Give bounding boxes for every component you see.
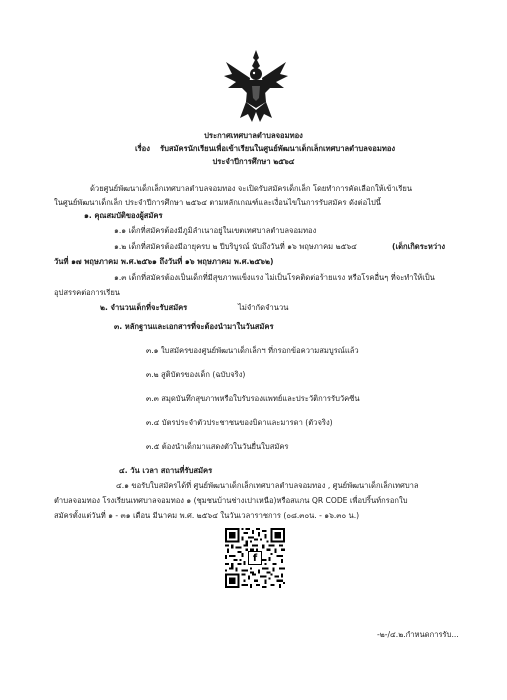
section-2-title: ๒. จำนวนเด็กที่จะรับสมัคร bbox=[100, 303, 188, 312]
section-3-item: ๓.๑ ใบสมัครของศูนย์พัฒนาเด็กเล็กฯ ที่กรอกข้อความสมบูรณ์แล้ว bbox=[146, 346, 359, 355]
section-4-1-line-1: ๔.๑ ขอรับใบสมัครได้ที่ ศูนย์พัฒนาเด็กเล็กเทศบาลตำบลจอมทอง , ศูนย์พัฒนาเด็กเล็กเทศบาล bbox=[116, 481, 419, 490]
section-1-2: ๑.๒ เด็กที่สมัครต้องมีอายุครบ ๒ ปีบริบูรณ์ นับถึงวันที่ ๑๖ พฤษภาคม ๒๕๖๔ bbox=[114, 242, 357, 251]
section-1-1: ๑.๑ เด็กที่สมัครต้องมีภูมิลำเนาอยู่ในเขตเทศบาลตำบลจอมทอง bbox=[114, 226, 317, 235]
section-1-3: ๑.๓ เด็กที่สมัครต้องเป็นเด็กที่มีสุขภาพแข็งแรง ไม่เป็นโรคติดต่อร้ายแรง หรือโรคอื่นๆ ที่จะทำให้เป็น bbox=[114, 273, 435, 282]
section-1-2-range: วันที่ ๑๗ พฤษภาคม พ.ศ.๒๕๖๑ ถึงวันที่ ๑๖ พฤษภาคม พ.ศ.๒๕๖๒) bbox=[54, 257, 274, 266]
subject-text: รับสมัครนักเรียนเพื่อเข้าเรียนในศูนย์พัฒนาเด็กเล็กเทศบาลตำบลจอมทอง bbox=[160, 144, 396, 153]
next-page-reference: -๒-/๔.๒.กำหนดการรับ... bbox=[377, 630, 459, 639]
intro-line-2: ในศูนย์พัฒนาเด็กเล็ก ประจำปีการศึกษา ๒๕๖๔ ตามหลักเกณฑ์และเงื่อนไขในการรับสมัคร ดังต่อไปนี้ bbox=[54, 198, 381, 207]
section-3-item: ๓.๔ บัตรประจำตัวประชาชนของบิดาและมารดา (ตัวจริง) bbox=[146, 418, 333, 427]
facebook-icon: f bbox=[248, 551, 262, 565]
section-4-1-line-3: สมัครตั้งแต่วันที่ ๑ - ๓๑ เดือน มีนาคม พ.ศ. ๒๕๖๔ ในวันเวลาราชการ (๐๘.๓๐น. - ๑๖.๓๐ น.) bbox=[54, 511, 360, 520]
section-1-title: ๑. คุณสมบัติของผู้สมัคร bbox=[84, 211, 163, 220]
garuda-emblem-icon bbox=[222, 48, 290, 124]
page-title: ประกาศเทศบาลตำบลจอมทอง bbox=[204, 131, 303, 140]
section-4-1-line-2: ตำบลจอมทอง โรงเรียนเทศบาลจอมทอง ๑ (ชุมชนบ้านช่างเปาเหนือ)หรือสแกน QR CODE เพื่อปริ้นท์กรอกใบ bbox=[54, 496, 408, 505]
section-3-item: ๓.๒ สูติบัตรของเด็ก (ฉบับจริง) bbox=[146, 370, 246, 379]
section-4-title: ๔. วัน เวลา สถานที่รับสมัคร bbox=[119, 466, 213, 475]
intro-line-1: ด้วยศูนย์พัฒนาเด็กเล็กเทศบาลตำบลจอมทอง จะเปิดรับสมัครเด็กเล็ก โดยทำการคัดเลือกให้เข้าเรียน bbox=[90, 184, 413, 193]
section-1-3-cont: อุปสรรคต่อการเรียน bbox=[54, 288, 121, 297]
section-3-item: ๓.๕ ต้องนำเด็กมาแสดงตัวในวันยื่นใบสมัคร bbox=[146, 442, 289, 451]
section-1-2-range-start: (เด็กเกิดระหว่าง bbox=[392, 242, 446, 251]
section-3-title: ๓. หลักฐานและเอกสารที่จะต้องนำมาในวันสมัคร bbox=[114, 322, 274, 331]
section-2-value: ไม่จำกัดจำนวน bbox=[238, 303, 289, 312]
academic-year: ประจำปีการศึกษา ๒๕๖๔ bbox=[212, 157, 295, 166]
subject-label: เรื่อง bbox=[135, 144, 150, 153]
section-3-item: ๓.๓ สมุดบันทึกสุขภาพหรือใบรับรองแพทย์และประวัติการรับวัคซีน bbox=[146, 394, 360, 403]
